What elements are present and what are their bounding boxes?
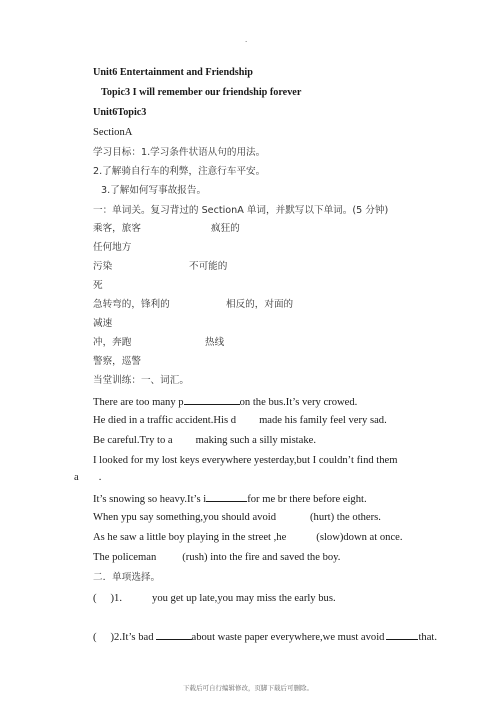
practice-heading: 当堂训练：一、词汇。 bbox=[93, 375, 189, 386]
vocab-word: 任何地方 bbox=[93, 242, 132, 253]
question-text: )2.It’s bad bbox=[110, 632, 154, 643]
exercise-text: There are too many p bbox=[93, 397, 184, 408]
choice-question-2 bbox=[93, 629, 437, 644]
answer-blank[interactable] bbox=[386, 629, 418, 640]
exercise-line-4: I looked for my lost keys everywhere yesterday,but I couldn’t find them bbox=[93, 455, 398, 466]
goal-2: 2.了解骑自行车的利弊，注意行车平安。 bbox=[93, 166, 266, 177]
exercise-line-5 bbox=[93, 491, 367, 506]
question-text: about waste paper everywhere,we must avoid bbox=[191, 632, 385, 643]
vocab-word: 热线 bbox=[205, 337, 225, 348]
vocab-word: 冲，奔跑 bbox=[93, 337, 132, 348]
header-dot: . bbox=[245, 36, 248, 44]
exercise-line-6 bbox=[93, 511, 381, 524]
vocab-word: 急转弯的，锋利的 bbox=[93, 299, 170, 310]
answer-blank[interactable] bbox=[156, 629, 192, 640]
exercise-text: for me br there before eight. bbox=[247, 494, 367, 505]
vocab-word: 减速 bbox=[93, 318, 113, 329]
question-text: that. bbox=[418, 632, 438, 643]
exercise-line-3 bbox=[93, 434, 316, 447]
exercise-text: Be careful.Try to a bbox=[93, 435, 173, 446]
exercise-line-1 bbox=[93, 394, 357, 409]
exercise-text: (slow)down at once. bbox=[316, 532, 403, 543]
bracket-open: ( bbox=[93, 632, 97, 643]
exercise-text: made his family feel very sad. bbox=[259, 415, 387, 426]
exercise-line-4b bbox=[74, 471, 101, 484]
vocab-intro: 一：单词关。复习背过的 SectionA 单词，并默写以下单词。(5 分钟) bbox=[93, 205, 389, 216]
exercise-line-7 bbox=[93, 531, 403, 544]
choice-question-1 bbox=[93, 592, 336, 605]
goal-1: 学习目标：1.学习条件状语从句的用法。 bbox=[93, 147, 266, 158]
topic-title: Topic3 I will remember our friendship forever bbox=[101, 87, 302, 98]
exercise-text: It’s snowing so heavy.It’s i bbox=[93, 494, 207, 505]
exercise-text: The policeman bbox=[93, 552, 157, 563]
exercise-text: He died in a traffic accident.His d bbox=[93, 415, 237, 426]
vocab-word: 乘客，旅客 bbox=[93, 223, 141, 234]
exercise-text: (rush) into the fire and saved the boy. bbox=[182, 552, 341, 563]
unit-topic-label: Unit6Topic3 bbox=[93, 107, 147, 118]
exercise-text: . bbox=[98, 472, 102, 483]
answer-blank[interactable] bbox=[184, 394, 240, 405]
vocab-word: 死 bbox=[93, 280, 103, 291]
exercise-text: on the bus.It’s very crowed. bbox=[239, 397, 358, 408]
section-label: SectionA bbox=[93, 127, 133, 138]
unit-title: Unit6 Entertainment and Friendship bbox=[93, 67, 253, 78]
exercise-text: As he saw a little boy playing in the street ,he bbox=[93, 532, 287, 543]
exercise-text: making such a silly mistake. bbox=[195, 435, 316, 446]
page-footer: 下载后可自行编辑修改，页脚下载后可删除。 bbox=[183, 684, 313, 692]
goal-3: 3.了解如何写事故报告。 bbox=[101, 185, 207, 196]
vocab-word: 污染 bbox=[93, 261, 113, 272]
question-text: you get up late,you may miss the early bus. bbox=[152, 593, 336, 604]
bracket-open: ( bbox=[93, 593, 97, 604]
exercise-text: When ypu say something,you should avoid bbox=[93, 512, 277, 523]
exercise-line-8 bbox=[93, 551, 340, 564]
question-number: )1. bbox=[110, 593, 123, 604]
exercise-text: (hurt) the others. bbox=[310, 512, 381, 523]
exercise-text: a bbox=[74, 472, 79, 483]
answer-blank[interactable] bbox=[206, 491, 247, 502]
vocab-word: 不可能的 bbox=[189, 261, 228, 272]
vocab-word: 疯狂的 bbox=[211, 223, 240, 234]
exercise-line-2 bbox=[93, 414, 387, 427]
vocab-word: 相反的，对面的 bbox=[226, 299, 294, 310]
choice-heading: 二．单项选择。 bbox=[93, 572, 161, 583]
vocab-word: 警察，巡警 bbox=[93, 356, 141, 367]
